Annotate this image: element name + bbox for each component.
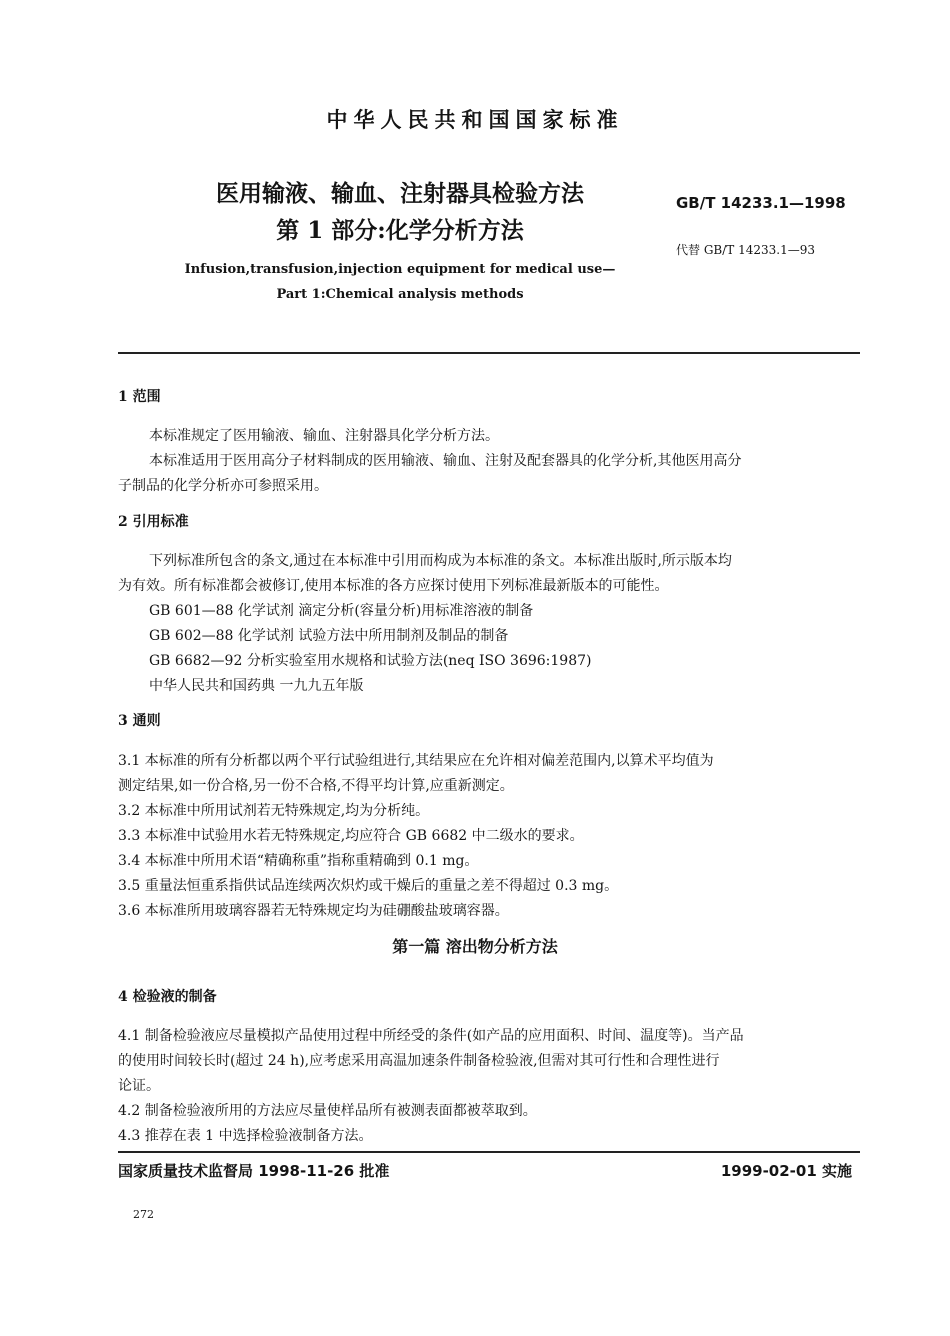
section-2-para-1a: 下列标准所包含的条文,通过在本标准中引用而构成为本标准的条文。本标准出版时,所示版本均 — [149, 553, 732, 569]
supersedes-note: 代替 GB/T 14233.1—93 — [676, 243, 815, 257]
section-2-heading: 2 引用标准 — [118, 514, 189, 530]
approval-note: 国家质量技术监督局 1998-11-26 批准 — [118, 1162, 390, 1180]
section-1-para-2a: 本标准适用于医用高分子材料制成的医用输液、输血、注射及配套器具的化学分析,其他医用高分 — [149, 453, 742, 469]
part-1-heading: 第一篇 溶出物分析方法 — [392, 937, 558, 956]
footer-divider — [118, 1151, 860, 1153]
standard-number: GB/T 14233.1—1998 — [676, 194, 846, 212]
national-standard-banner: 中华人民共和国国家标准 — [326, 107, 624, 132]
reference-item: GB 602—88 化学试剂 试验方法中所用制剂及制品的制备 — [149, 628, 509, 644]
clause-4-1a: 4.1 制备检验液应尽量模拟产品使用过程中所经受的条件(如产品的应用面积、时间、温度等)。当产品 — [118, 1028, 744, 1044]
clause-4-2: 4.2 制备检验液所用的方法应尽量使样品所有被测表面都被萃取到。 — [118, 1103, 537, 1119]
section-4-heading: 4 检验液的制备 — [118, 989, 217, 1005]
clause-3-6: 3.6 本标准所用玻璃容器若无特殊规定均为硅硼酸盐玻璃容器。 — [118, 903, 509, 919]
clause-3-1a: 3.1 本标准的所有分析都以两个平行试验组进行,其结果应在允许相对偏差范围内,以算术平均值为 — [118, 753, 714, 769]
section-3-heading: 3 通则 — [118, 713, 161, 729]
document-title-line1: 医用输液、输血、注射器具检验方法 — [216, 180, 584, 207]
clause-3-1b: 测定结果,如一份合格,另一份不合格,不得平均计算,应重新测定。 — [118, 778, 514, 794]
clause-4-1b: 的使用时间较长时(超过 24 h),应考虑采用高温加速条件制备检验液,但需对其可行性和合理性进行 — [118, 1053, 720, 1069]
reference-item: GB 601—88 化学试剂 滴定分析(容量分析)用标准溶液的制备 — [149, 603, 534, 619]
section-1-para-1: 本标准规定了医用输液、输血、注射器具化学分析方法。 — [149, 428, 499, 444]
english-title-line1: Infusion,transfusion,injection equipment for medical use— — [184, 262, 616, 277]
document-title-line2: 第 1 部分:化学分析方法 — [276, 217, 524, 244]
clause-3-4: 3.4 本标准中所用术语“精确称重”指称重精确到 0.1 mg。 — [118, 853, 479, 869]
english-title-line2: Part 1:Chemical analysis methods — [276, 287, 524, 302]
effective-date: 1999-02-01 实施 — [720, 1162, 852, 1180]
clause-3-5: 3.5 重量法恒重系指供试品连续两次炽灼或干燥后的重量之差不得超过 0.3 mg。 — [118, 878, 619, 894]
section-2-para-1b: 为有效。所有标准都会被修订,使用本标准的各方应探讨使用下列标准最新版本的可能性。 — [118, 578, 669, 594]
section-1-para-2b: 子制品的化学分析亦可参照采用。 — [118, 478, 328, 494]
clause-4-3: 4.3 推荐在表 1 中选择检验液制备方法。 — [118, 1128, 373, 1144]
reference-item: GB 6682—92 分析实验室用水规格和试验方法(neq ISO 3696:1987) — [149, 653, 592, 669]
clause-4-1c: 论证。 — [118, 1078, 160, 1094]
clause-3-2: 3.2 本标准中所用试剂若无特殊规定,均为分析纯。 — [118, 803, 430, 819]
section-1-heading: 1 范围 — [118, 389, 161, 405]
clause-3-3: 3.3 本标准中试验用水若无特殊规定,均应符合 GB 6682 中二级水的要求。 — [118, 828, 584, 844]
header-divider — [118, 352, 860, 354]
reference-item: 中华人民共和国药典 一九九五年版 — [149, 678, 364, 694]
page-number: 272 — [133, 1208, 154, 1221]
